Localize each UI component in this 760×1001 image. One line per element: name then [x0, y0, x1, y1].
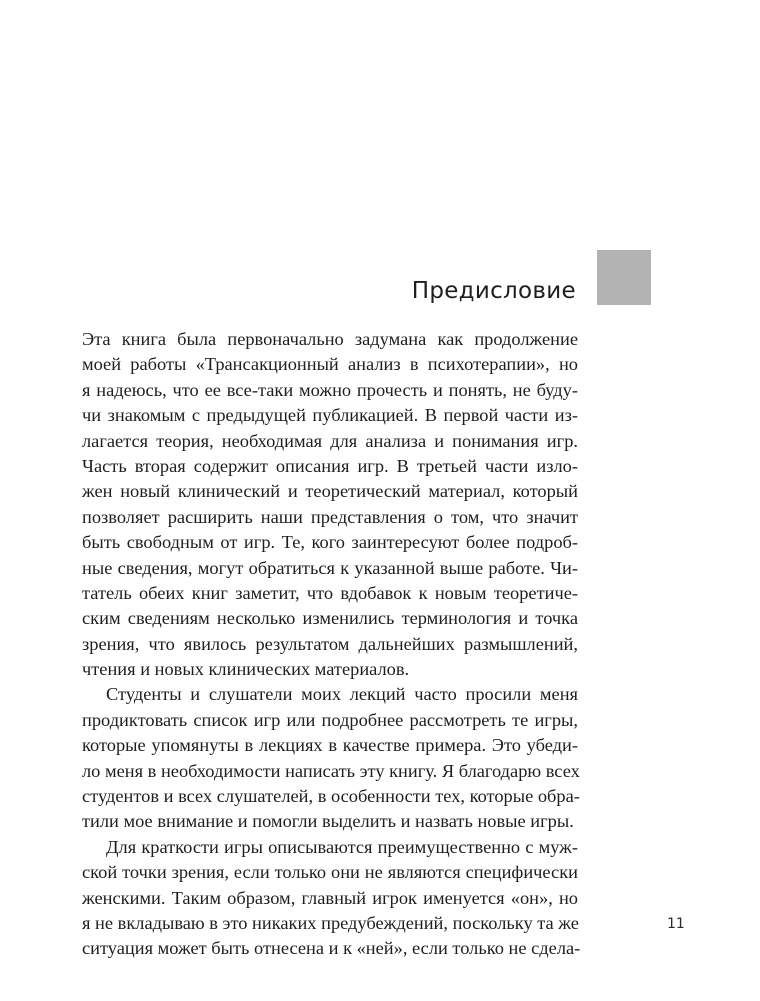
text-line: Эта книга была первоначально задумана как продолжение [82, 329, 578, 349]
text-line: продиктовать список игр или подробнее рассмотреть те игры, [82, 709, 578, 730]
text-line: которые упомянуты в лекциях в качестве примера. Это убеди- [82, 735, 578, 756]
paragraph-1 [82, 327, 578, 682]
text-line: ским сведениям несколько изменились терминология и точка [82, 608, 578, 629]
paragraph-2 [82, 682, 578, 834]
text-line: ло меня в необходимости написать эту книгу. Я благодарю всех [82, 760, 580, 781]
text-line: зрения, что явилось результатом дальнейших размышлений, [82, 633, 578, 654]
text-line: студентов и всех слушателей, в особенности тех, которые обра- [82, 786, 580, 807]
text-line: Студенты и слушатели моих лекций часто просили меня [106, 684, 578, 705]
text-line: быть свободным от игр. Те, кого заинтересуют более подроб- [82, 532, 578, 553]
text-line: я не вкладываю в это никаких предубеждений, поскольку та же [82, 912, 579, 933]
text-line: Для краткости игры описываются преимущественно с муж- [106, 836, 578, 857]
chapter-title: Предисловие [411, 278, 576, 304]
text-line: я надеюсь, что ее все-таки можно прочесть и понять, не буду- [82, 379, 578, 400]
body-text [82, 327, 581, 962]
text-line: чи знакомым с предыдущей публикацией. В первой части из- [82, 405, 578, 426]
text-line: Часть вторая содержит описания игр. В третьей части изло- [82, 455, 578, 476]
text-line: позволяет расширить наши представления о том, что значит [82, 506, 578, 527]
text-line: ситуация может быть отнесена и к «ней», если только не сдела- [82, 938, 581, 959]
text-line: лагается теория, необходимая для анализа и понимания игр. [82, 430, 578, 451]
text-line: тили мое внимание и помогли выделить и назвать новые игры. [82, 811, 574, 832]
text-line: ской точки зрения, если только они не являются специфически [82, 862, 578, 883]
text-line: женскими. Таким образом, главный игрок именуется «он», но [82, 887, 578, 908]
page-number: 11 [667, 916, 685, 932]
chapter-corner-block [597, 250, 651, 305]
text-line: моей работы «Трансакционный анализ в психотерапии», но [82, 354, 578, 375]
text-line: ные сведения, могут обратиться к указанной выше работе. Чи- [82, 557, 578, 578]
text-line: татель обеих книг заметит, что вдобавок к новым теоретиче- [82, 582, 578, 603]
paragraph-3 [82, 835, 581, 962]
text-line: жен новый клинический и теоретический материал, который [82, 481, 578, 502]
text-line: чтения и новых клинических материалов. [82, 659, 410, 680]
